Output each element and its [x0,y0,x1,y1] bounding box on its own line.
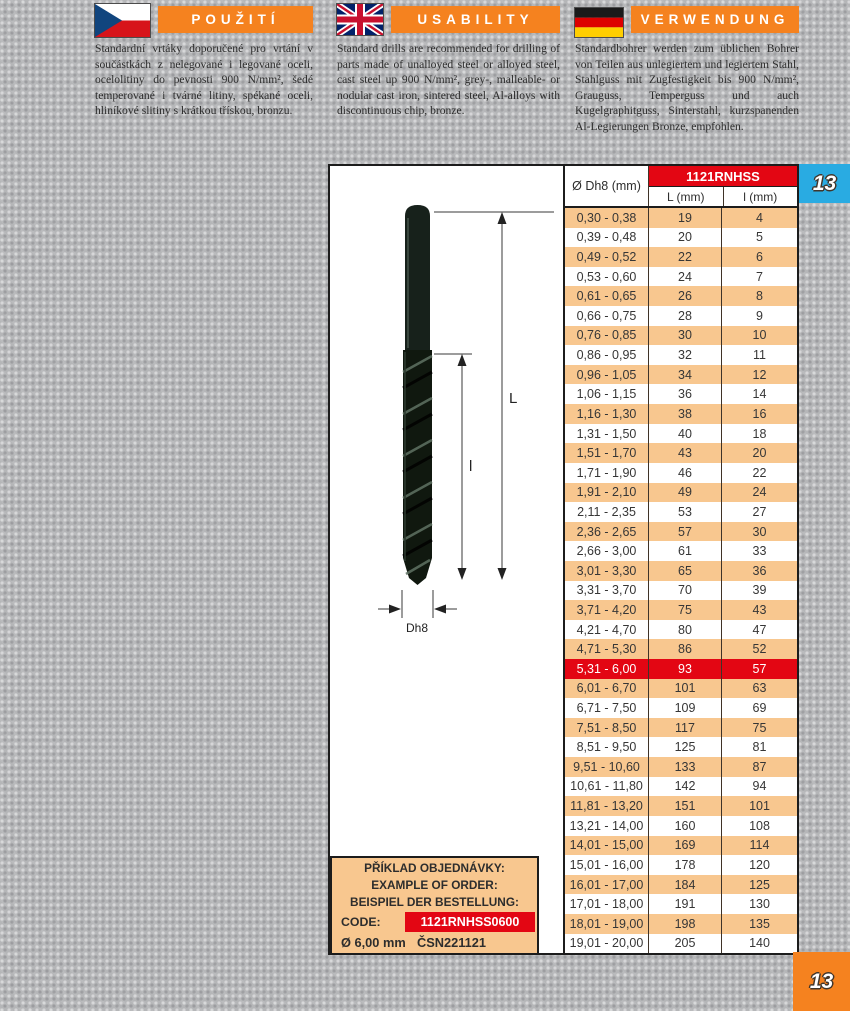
cell-length-l: 69 [752,701,767,716]
section-body-english: Standard drills are recommended for drilling of parts made of unalloyed steel or alloyed steel, cast steel up 900 N/mm², grey-, malleable- or nodular cast iron, sintered steel, Al-alloys with discontinuous chip, bronze. [337,42,560,118]
cell-length-l: 120 [749,857,770,872]
order-title-english: EXAMPLE OF ORDER: [371,878,498,892]
table-row [565,875,797,895]
cell-length-L: 125 [649,737,722,757]
product-code-header: 1121RNHSS [649,166,797,187]
cell-length-l: 94 [752,779,767,794]
page-number-tab-bottom: 13 [793,952,850,1011]
label-total-length: L [509,390,518,407]
cell-length-L: 22 [649,247,722,267]
cell-length-l: 57 [752,661,767,676]
code-value: 1121RNHSS0600 [405,912,535,932]
cell-diameter-range: 0,53 - 0,60 [565,267,649,287]
table-row [565,247,797,267]
table-row [565,855,797,875]
order-example-box [330,856,539,955]
table-row [565,424,797,444]
cell-length-l: 52 [752,642,767,657]
cell-diameter-range: 19,01 - 20,00 [565,934,649,954]
cell-length-l: 39 [752,583,767,598]
cell-length-l: 4 [756,210,763,225]
cell-length-l: 75 [752,720,767,735]
table-row [565,522,797,542]
table-row [565,286,797,306]
cell-length-l: 81 [752,740,767,755]
table-row [565,600,797,620]
cell-length-l: 16 [752,406,767,421]
cell-diameter-range: 0,49 - 0,52 [565,247,649,267]
table-row [565,757,797,777]
cell-length-l: 36 [752,563,767,578]
cell-diameter-range: 1,51 - 1,70 [565,443,649,463]
cell-length-L: 61 [649,541,722,561]
table-row [565,267,797,287]
cell-diameter-range: 3,31 - 3,70 [565,581,649,601]
cell-length-L: 49 [649,483,722,503]
table-row [565,894,797,914]
german-flag-icon [575,8,623,37]
cell-length-l: 108 [749,818,770,833]
cell-diameter-range: 6,71 - 7,50 [565,698,649,718]
order-standard: ČSN221121 [417,935,487,950]
order-diameter: Ø 6,00 mm [341,935,406,950]
label-flute-length: l [469,458,473,475]
cell-length-L: 205 [649,934,722,954]
table-row [565,914,797,934]
diameter-column-header: Ø Dh8 (mm) [565,166,649,206]
cell-length-L: 65 [649,561,722,581]
cell-length-l: 11 [753,348,766,363]
cell-length-L: 26 [649,286,722,306]
label-diameter: Dh8 [405,621,429,635]
cell-diameter-range: 10,61 - 11,80 [565,777,649,797]
table-body [565,208,797,953]
uk-flag-icon [337,4,383,35]
cell-length-l: 6 [756,250,763,265]
drill-bit-illustration [403,205,432,585]
cell-length-l: 33 [752,544,767,559]
cell-diameter-range: 6,01 - 6,70 [565,679,649,699]
cell-length-l: 12 [752,367,767,382]
cell-diameter-range: 0,39 - 0,48 [565,228,649,248]
cell-length-L: 19 [649,208,722,228]
cell-length-L: 57 [649,522,722,542]
cell-length-L: 109 [649,698,722,718]
cell-length-L: 40 [649,424,722,444]
table-row [565,836,797,856]
cell-length-L: 142 [649,777,722,797]
cell-diameter-range: 2,11 - 2,35 [565,502,649,522]
cell-length-L: 46 [649,463,722,483]
cell-diameter-range: 7,51 - 8,50 [565,718,649,738]
table-row [565,541,797,561]
section-heading-czech: POUŽITÍ [158,6,313,33]
length-l-column-header: l (mm) [743,189,778,204]
cell-length-L: 178 [649,855,722,875]
cell-diameter-range: 4,21 - 4,70 [565,620,649,640]
table-row [565,404,797,424]
cell-diameter-range: 0,76 - 0,85 [565,326,649,346]
cell-length-l: 8 [756,289,763,304]
section-heading-english: USABILITY [391,6,560,33]
table-row [565,561,797,581]
table-row [565,737,797,757]
cell-diameter-range: 0,86 - 0,95 [565,345,649,365]
cell-length-l: 5 [756,230,763,245]
cell-diameter-range: 17,01 - 18,00 [565,894,649,914]
section-body-german: Standardbohrer werden zum üblichen Bohrer von Teilen aus unlegiertem und legiertem Stahl, Stahlguss mit Zugfestigkeit bis 900 N/mm², Grauguss, Temperguss und auch Kugelgraphitguss, Sinterstahl, kurzspanenden Al-Legierungen Bronze, empfohlen. [575,42,799,133]
cell-length-L: 117 [649,718,722,738]
cell-diameter-range: 15,01 - 16,00 [565,855,649,875]
section-english [337,4,560,119]
cell-diameter-range: 18,01 - 19,00 [565,914,649,934]
cell-diameter-range: 14,01 - 15,00 [565,836,649,856]
table-row [565,581,797,601]
section-czech [95,4,313,119]
cell-length-L: 34 [649,365,722,385]
cell-diameter-range: 16,01 - 17,00 [565,875,649,895]
table-row [565,718,797,738]
cell-length-l: 63 [752,681,767,696]
table-row [565,796,797,816]
length-L-column-header: L (mm) [649,187,724,206]
cell-length-l: 18 [752,426,767,441]
cell-length-L: 70 [649,581,722,601]
code-label: CODE: [341,915,381,929]
table-row [565,816,797,836]
cell-diameter-range: 2,66 - 3,00 [565,541,649,561]
table-row [565,345,797,365]
cell-diameter-range: 0,61 - 0,65 [565,286,649,306]
cell-diameter-range: 1,71 - 1,90 [565,463,649,483]
cell-length-l: 10 [752,328,767,343]
table-header [565,166,797,208]
cell-length-L: 43 [649,443,722,463]
cell-diameter-range: 8,51 - 9,50 [565,737,649,757]
cell-length-L: 93 [649,659,722,679]
table-row [565,502,797,522]
cell-length-l: 27 [752,504,767,519]
czech-flag-icon [95,4,150,37]
cell-length-l: 125 [749,877,770,892]
cell-length-l: 30 [752,524,767,539]
cell-diameter-range: 4,71 - 5,30 [565,639,649,659]
cell-diameter-range: 0,96 - 1,05 [565,365,649,385]
cell-length-L: 30 [649,326,722,346]
cell-diameter-range: 1,16 - 1,30 [565,404,649,424]
cell-length-L: 169 [649,836,722,856]
table-row [565,326,797,346]
cell-length-L: 198 [649,914,722,934]
cell-length-l: 87 [752,759,767,774]
cell-diameter-range: 0,30 - 0,38 [565,208,649,228]
cell-diameter-range: 1,06 - 1,15 [565,384,649,404]
table-row [565,365,797,385]
cell-length-L: 53 [649,502,722,522]
table-row [565,208,797,228]
cell-length-l: 130 [749,897,770,912]
cell-length-L: 133 [649,757,722,777]
cell-diameter-range: 13,21 - 14,00 [565,816,649,836]
table-row [565,639,797,659]
cell-diameter-range: 1,31 - 1,50 [565,424,649,444]
cell-length-l: 135 [749,916,770,931]
table-row [565,483,797,503]
cell-length-l: 14 [752,387,767,402]
cell-length-l: 9 [756,308,763,323]
cell-length-L: 75 [649,600,722,620]
cell-diameter-range: 3,01 - 3,30 [565,561,649,581]
cell-length-l: 43 [752,602,767,617]
cell-length-l: 114 [749,838,770,853]
cell-length-L: 36 [649,384,722,404]
cell-diameter-range: 5,31 - 6,00 [565,659,649,679]
table-row [565,306,797,326]
section-body-czech: Standardní vrtáky doporučené pro vrtání v součástkách z nelegované i legované oceli, ocelolitiny do pevnosti 900 N/mm², šedé temperované i tvárné litiny, spékané oceli, hliníkové slitiny s krátkou třískou, bronzu. [95,42,313,118]
table-row [565,777,797,797]
page-number-tab-top: 13 [799,164,850,203]
cell-length-l: 20 [752,446,767,461]
table-row [565,659,797,679]
cell-diameter-range: 2,36 - 2,65 [565,522,649,542]
cell-diameter-range: 9,51 - 10,60 [565,757,649,777]
order-title-german: BEISPIEL DER BESTELLUNG: [350,895,519,909]
cell-length-l: 22 [752,465,767,480]
section-german [575,4,799,135]
cell-diameter-range: 3,71 - 4,20 [565,600,649,620]
table-row [565,698,797,718]
spec-table [563,164,799,955]
cell-diameter-range: 11,81 - 13,20 [565,796,649,816]
table-row [565,934,797,954]
section-heading-german: VERWENDUNG [631,6,799,33]
table-row [565,620,797,640]
cell-length-l: 7 [756,269,763,284]
drill-bit-diagram [330,166,565,953]
cell-length-L: 38 [649,404,722,424]
table-row [565,463,797,483]
order-title-czech: PŘÍKLAD OBJEDNÁVKY: [364,861,505,875]
cell-length-L: 191 [649,894,722,914]
cell-length-l: 24 [752,485,767,500]
table-row [565,679,797,699]
cell-length-L: 101 [649,679,722,699]
table-row [565,228,797,248]
cell-length-L: 32 [649,345,722,365]
cell-length-L: 160 [649,816,722,836]
cell-length-l: 140 [749,936,770,951]
cell-length-L: 24 [649,267,722,287]
cell-diameter-range: 1,91 - 2,10 [565,483,649,503]
cell-diameter-range: 0,66 - 0,75 [565,306,649,326]
cell-length-L: 184 [649,875,722,895]
cell-length-L: 151 [649,796,722,816]
cell-length-L: 28 [649,306,722,326]
table-row [565,384,797,404]
cell-length-L: 86 [649,639,722,659]
cell-length-L: 20 [649,228,722,248]
cell-length-L: 80 [649,620,722,640]
cell-length-l: 47 [752,622,767,637]
cell-length-l: 101 [749,799,770,814]
table-row [565,443,797,463]
